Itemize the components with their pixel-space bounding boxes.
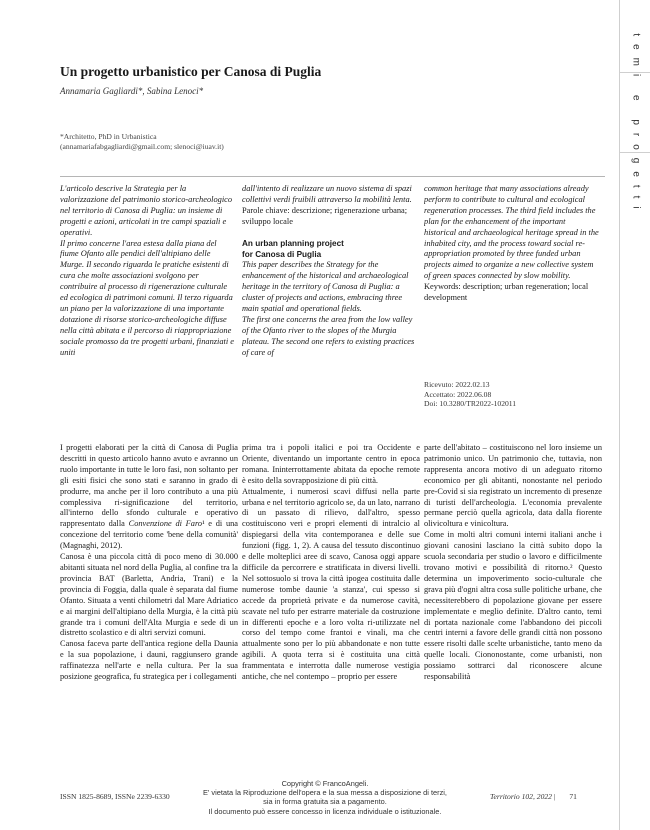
abstract-en-paragraph: The first one concerns the area from the low valley of the Ofanto river to the slopes of the Murgia plateau. The second one refers to existing practices of care of [242,314,415,357]
article-dates [424,380,516,409]
body-column-2 [242,443,420,775]
article-title: Un progetto urbanistico per Canosa di Puglia [60,64,322,79]
footer-separator: | [553,792,556,801]
english-title: for Canosa di Puglia [242,249,322,259]
abstract-en-paragraph: This paper describes the Strategy for the enhancement of the historical and archaeological heritage in the territory of Canosa di Puglia: a cluster of projects and actions, embracing three main spatial and operational fields. [242,260,409,314]
affiliation-emails: (annamariafabgagliardi@gmail.com; slenoci@iuav.it) [60,142,224,151]
keywords-english: Keywords: description; urban regeneration; local development [424,282,589,303]
abstract-it-paragraph: L'articolo descrive la Strategia per la valorizzazione del patrimonio storico-archeologico nel territorio di Canosa di Puglia: un insieme di progetti e azioni, articolati in tre campi spaziali e operativi. [60,184,233,237]
issn: ISSN 1825-8689, ISSNe 2239-6330 [60,792,170,801]
english-title: An urban planning project [242,238,344,248]
body-paragraph: Canosa è una piccola città di poco meno di 30.000 abitanti situata nel nord della Puglia, al confine tra la provincia BAT (Barletta, Andria, Trani) e la provincia di Foggia, dalla quale è separata dal fiume Ofanto. Situata a venti chilometri dal Mare Adriatico e ai margini dell'altipiano della Murgia, è la città più grande tra i comuni dell'Alta Murgia e sede di un distretto scolastico e di altri servizi comuni. [60,552,238,638]
body-paragraph: parte dell'abitato – costituiscono nel loro insieme un patrimonio unico. Un patrimonio che, tuttavia, non rappresenta ancora motivo di un adeguato ritorno economico per gli abitanti, nonostante nel periodo pre-Covid si sia registrato un incremento di presenze di turisti dell'archeologia. L'economia prevalente permane perciò quella agricola, data dalla fiorente olivicoltura e vinicoltura. [424,443,602,529]
received-date: Ricevuto: 2022.02.13 [424,380,490,389]
abstract-col2 [242,184,417,409]
keywords-italian: Parole chiave: descrizione; rigenerazione urbana; sviluppo locale [242,205,408,226]
article-authors: Annamaria Gagliardi*, Sabina Lenoci* [60,86,204,96]
abstract-italian-col1 [60,184,235,409]
copyright-notice: Copyright © FrancoAngeli. E' vietata la Riproduzione dell'opera e la sua messa a disposizione di terzi, sia in forma gratuita sia a pagamento. Il documento può essere concesso in licenza individuale o istituzionale. [203,779,447,816]
body-paragraph: Come in molti altri comuni interni italiani anche i giovani canosini lasciano la città subito dopo la scuola secondaria per studio o lavoro e difficilmente trovano motivi e possibilità di ritorno.² Questo determina un impoverimento socio-culturale che grava più d'ogni altra cosa sulle politiche urbane, che necessiterebbero di popolazione giovane per essere implementate e meglio definite. D'altro canto, temi di portata nazionale come l'abbandono dei piccoli centri interni a favore delle grandi città non possono essere risolti dalle scelte urbanistiche, tanto meno da quelle locali. Ciononostante, come urbanisti, non possiamo sottrarci dal riconoscere alcune responsabilità [424,530,602,682]
affiliation-role: *Architetto, PhD in Urbanistica [60,132,157,141]
body-paragraph: Attualmente, i numerosi scavi diffusi nella parte urbana e nel territorio agricolo se, da un lato, narrano di un passato di rilievo, dall'altro, spesso costituiscono veri e propri elementi di intralcio al dispiegarsi della vita contemporanea e delle sue funzioni (figg. 1, 2). A causa del tessuto discontinuo e delle molteplici aree di scavo, Canosa oggi appare difficile da percorrere e stratificata in diversi livelli. Nel sottosuolo si trova la città ipogea costituita dalle numerose tombe daunie 'a stanza', cui spesso si accede da proprietà private e da numerose cavità, scavate nel tufo per estrarre materiale da costruzione in differenti epoche e a loro volta ri-utilizzate nel corso del tempo come frantoi e vinali, ma che attualmente sono per lo più abbandonate e non tutte agibili. A quota terra si è costituita una città frammentata e interrotta dalle numerose vestigia antiche, che nel contempo – proprio per essere [242,486,420,682]
abstract-en-paragraph: common heritage that many associations already perform to contribute to cultural and ecological regeneration processes. The third field includes the plan for the enhancement of the important historical and archaeological heritage spread in the inhabited city, and the process toward social re-appropriation promoted by three funded urban projects aimed to organize a new collective system of green spaces connected by slow mobility. [424,184,599,281]
abstract-col3 [424,184,599,369]
accepted-date: Accettato: 2022.06.08 [424,389,492,399]
body-paragraph: prima tra i popoli italici e poi tra Occidente e Oriente, diventando un importante centro in epoca romana. Ininterrottamente abitata da epoche remote è esito della sovrapposizione di più città. [242,443,420,485]
abstract-it-paragraph: dall'intento di realizzare un nuovo sistema di spazi collettivi verdi fruibili attraverso la mobilità lenta. [242,184,412,204]
abstract-it-paragraph: Il primo concerne l'area estesa dalla piana del fiume Ofanto alle pendici dell'altipiano delle Murge. Il secondo riguarda le pratiche esistenti di cura che molte associazioni svolgono per contribuire al processo di rigenerazione culturale ed ecologica di patrimoni comuni. Il terzo riguarda un piano per la valorizzazione di una importante dotazione di risorse storico-archeologiche diffuse nella città abitata e il percorso di riappropriazione sociale promosso da tre progetti urbani, finanziati e uniti [60,238,235,357]
faro-convention: Convenzione di Faro [128,519,203,529]
page-number: 71 [569,792,577,801]
sidebar-rule [619,0,620,830]
journal-footer [490,792,577,801]
body-column-1 [60,443,238,775]
journal-name: Territorio 102, 2022 [490,792,552,801]
body-column-3 [424,443,602,775]
author-affiliation [60,132,224,152]
abstract-divider [60,176,605,177]
body-paragraph: Canosa faceva parte dell'antica regione della Daunia e la sua popolazione, i dauni, raggiunsero grande raffinatezza nell'arte e nella cultura. Per la sua posizione geografica, fu strategica per i collegamenti [60,639,238,682]
doi: Doi: 10.3280/TR2022-102011 [424,399,517,409]
body-paragraph: I progetti elaborati per la città di Canosa di Puglia descritti in questo articolo hanno avuto e avranno un ruolo importante in tutte le loro fasi, non soltanto per gli esiti fisici che sono stati e saranno in grado di produrre, ma anche per il loro contributo a una più complessiva ri-significazione del territorio, all'interno dello sfondo culturale e operativo rappresentato dalla Convenzione di Faro¹ e di una concezione del territorio come 'bene della comunità' (Magnaghi, 2012). [60,443,238,551]
